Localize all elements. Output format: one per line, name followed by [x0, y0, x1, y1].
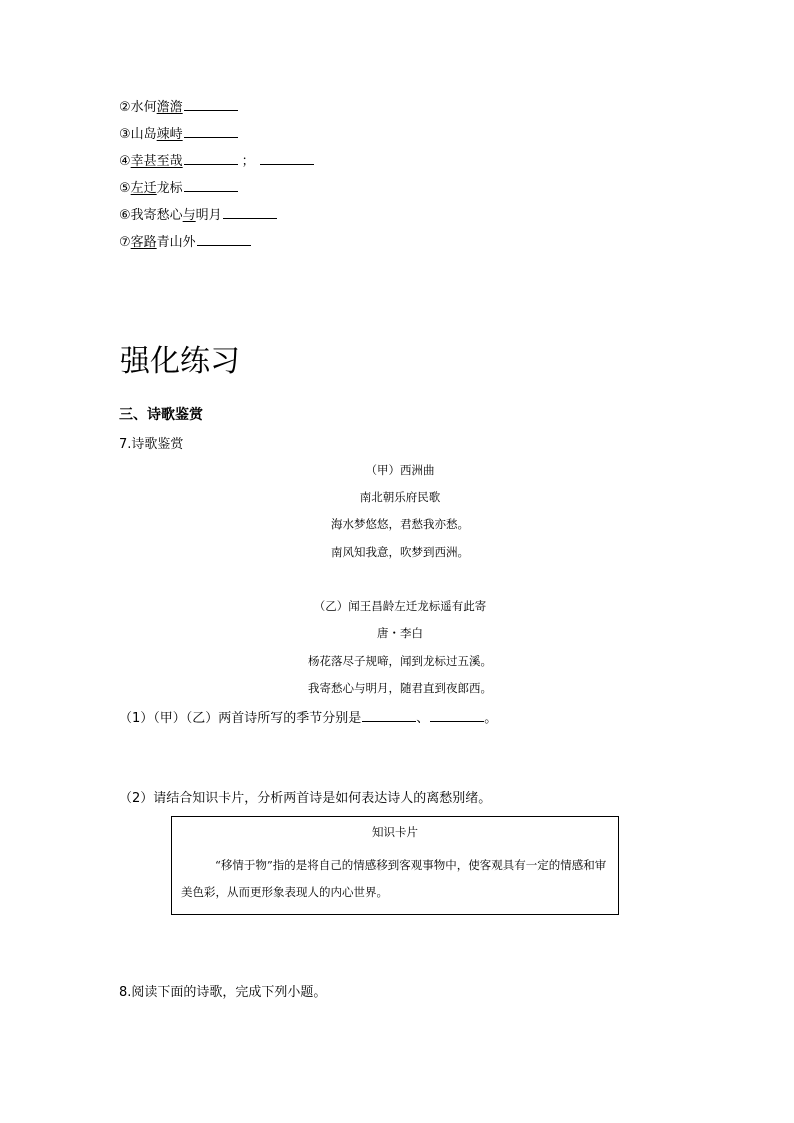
season-blank-2[interactable]: [430, 708, 484, 722]
poem2-line2: 我寄愁心与明月，随君直到夜郎西。: [308, 681, 492, 695]
item-3: ③山岛竦峙: [119, 124, 238, 140]
poem1-title: （甲）西洲曲: [365, 463, 435, 477]
q7-sub2: （2）请结合知识卡片，分析两首诗是如何表达诗人的离愁别绪。: [119, 791, 492, 806]
poem1-line2: 南风知我意，吹梦到西洲。: [331, 545, 469, 559]
underlined-word: 客路: [130, 235, 157, 250]
poem2-title: （乙）闻王昌龄左迁龙标遥有此寄: [313, 599, 487, 613]
underlined-word: 左迁: [130, 181, 157, 196]
answer-blank-2[interactable]: [260, 151, 314, 165]
underlined-word: 幸甚至哉: [130, 154, 183, 169]
knowledge-card: [171, 816, 619, 915]
poem2-author: 唐・李白: [377, 626, 423, 640]
card-title: 知识卡片: [372, 825, 418, 839]
q7-label: 7.诗歌鉴赏: [119, 437, 184, 452]
q7-sub1: （1）（甲）（乙）两首诗所写的季节分别是 、 。: [119, 708, 497, 727]
item-6: ⑥我寄愁心与明月: [119, 205, 277, 221]
answer-blank[interactable]: [184, 178, 238, 192]
underlined-word: 澹澹: [156, 100, 183, 115]
answer-blank[interactable]: [184, 97, 238, 111]
answer-blank[interactable]: [223, 205, 277, 219]
part-heading: 三、诗歌鉴赏: [119, 407, 203, 423]
underlined-word: 竦峙: [156, 127, 183, 142]
section-title: 强化练习: [120, 344, 240, 379]
underlined-word: 与: [182, 208, 196, 223]
card-body: “移情于物”指的是将自己的情感移到客观事物中，使客观具有一定的情感和审美色彩，从而更形象表现人的内心世界。: [181, 858, 607, 899]
item-7: ⑦客路青山外: [119, 232, 251, 248]
poem1-author: 南北朝乐府民歌: [359, 490, 441, 504]
item-5: ⑤左迁龙标: [119, 178, 238, 194]
q8-label: 8.阅读下面的诗歌，完成下列小题。: [119, 985, 327, 1000]
answer-blank[interactable]: [197, 232, 251, 246]
item-4: ④幸甚至哉 ；: [119, 151, 314, 167]
answer-blank[interactable]: [184, 124, 238, 138]
poem2-line1: 杨花落尽子规啼，闻到龙标过五溪。: [308, 654, 492, 668]
poem1-line1: 海水梦悠悠，君愁我亦愁。: [331, 517, 469, 531]
answer-blank[interactable]: [184, 151, 238, 165]
season-blank-1[interactable]: [362, 708, 416, 722]
item-2: ②水何澹澹: [119, 97, 238, 113]
